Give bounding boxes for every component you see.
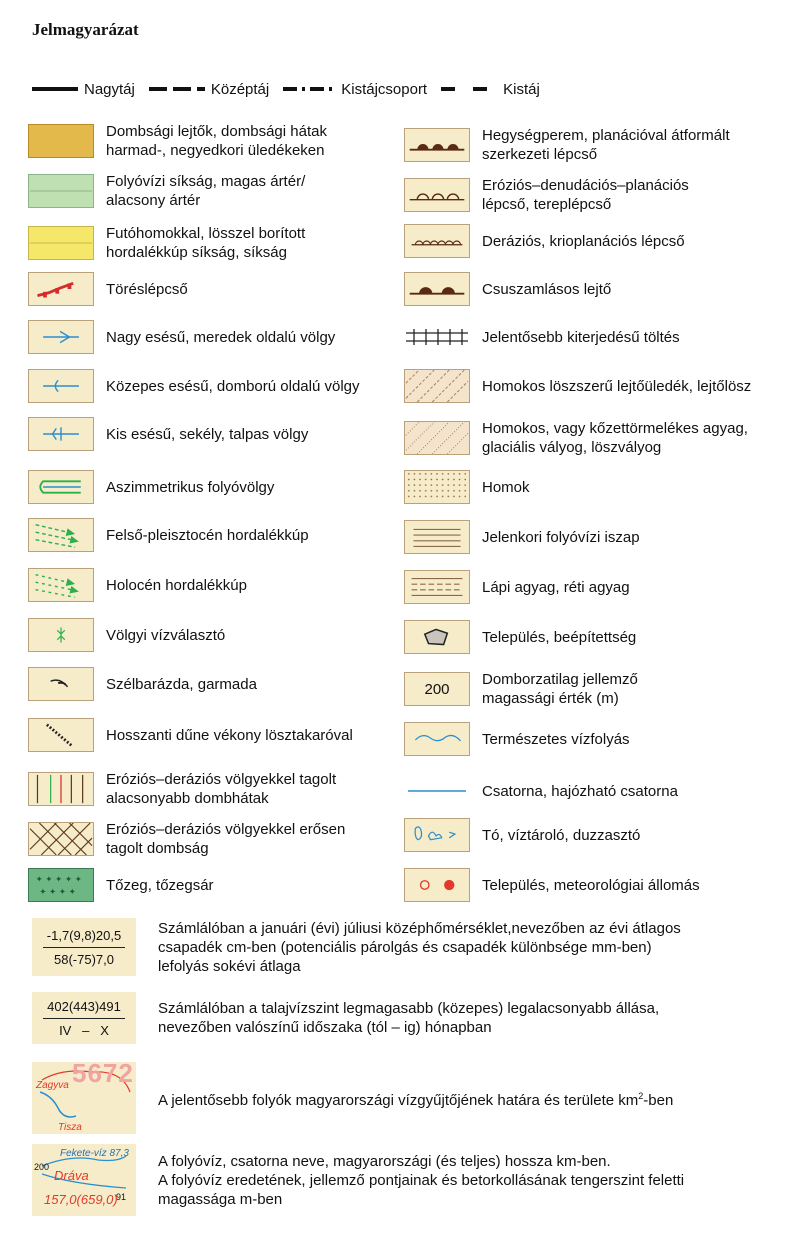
- catchment-sample: [32, 1058, 136, 1134]
- lake-icon: [404, 818, 470, 852]
- legend-label: Hegységperem, planációval átformált szerkezeti lépcső: [482, 127, 730, 163]
- steep-valley-icon: [28, 320, 94, 354]
- legend-item-lake: [404, 818, 640, 852]
- svg-text:✦ ✦ ✦ ✦: ✦ ✦ ✦ ✦: [39, 886, 76, 897]
- embankment-icon: [404, 320, 470, 354]
- legend-label: Folyóvízi síkság, magas ártér/ alacsony ártér: [106, 173, 306, 209]
- legend-label: Deráziós, krioplanációs lépcső: [482, 232, 685, 250]
- legend-label: Eróziós–denudációs–planációs lépcső, tereplépcső: [482, 177, 689, 213]
- legend-item-steep-valley: [28, 320, 335, 354]
- legend-label: Számlálóban a talajvízszint legmagasabb (közepes) legalacsonyabb állása, nevezőben valószínű időszaka (tól – ig) hónapban: [158, 1000, 660, 1036]
- legend-item-derasion-step: [404, 224, 685, 258]
- sand-icon: [404, 470, 470, 504]
- legend-label: Nagy esésű, meredek oldalú völgy: [106, 328, 336, 346]
- legend-item-asymmetric-valley: [28, 470, 274, 504]
- legend-item-embankment: [404, 320, 680, 354]
- legend-item-settlement-area: [404, 620, 636, 654]
- legend-label: Tőzeg, tőzegsár: [106, 876, 214, 894]
- stream-name-b: Dráva: [54, 1168, 89, 1183]
- legend-label: Homok: [482, 478, 530, 496]
- fraction-denominator: IV – X: [59, 1022, 109, 1038]
- legend-item-mountain-rim: [404, 126, 730, 164]
- legend-item-shallow-valley: [28, 417, 308, 451]
- point-value-b: 91: [116, 1192, 127, 1202]
- medium-valley-icon: [28, 369, 94, 403]
- legend-item-dune: [28, 718, 353, 752]
- groundwater-fraction-sample: [32, 992, 136, 1044]
- river-name-b: Tisza: [58, 1122, 82, 1133]
- erosion-step-icon: [404, 178, 470, 212]
- legend-item-river-silt: [404, 520, 640, 554]
- legend-label: Csuszamlásos lejtő: [482, 280, 612, 298]
- legend-label: Homokos löszszerű lejtőüledék, lejtőlösz: [482, 377, 752, 395]
- climate-fraction-sample: [32, 918, 136, 976]
- legend-label: Jelentősebb kiterjedésű töltés: [482, 328, 680, 346]
- solid-line-icon: [32, 86, 78, 92]
- derasion-step-icon: [404, 224, 470, 258]
- legend-label: Holocén hordalékkúp: [106, 576, 247, 594]
- holocene-fan-icon: [28, 568, 94, 602]
- legend-item-sandy-loess: [404, 369, 751, 403]
- legend-label: Tó, víztároló, duzzasztó: [482, 826, 641, 844]
- valley-divide-icon: [28, 618, 94, 652]
- green-fill-icon: [28, 174, 94, 208]
- asymmetric-valley-icon: [28, 470, 94, 504]
- mountain-rim-icon: [404, 128, 470, 162]
- sandy-clay-icon: [404, 421, 470, 455]
- legend-item-holocene-fan: [28, 568, 247, 602]
- catchment-area-value: 5672: [72, 1058, 134, 1088]
- legend-item-low-hills: [28, 770, 336, 808]
- wind-furrow-icon: [28, 667, 94, 701]
- river-name-a: Zagyva: [36, 1080, 69, 1091]
- river-length-sample: [32, 1144, 136, 1216]
- legend-item-bog-clay: [404, 570, 630, 604]
- boundary-kozeptaj: [149, 81, 269, 98]
- legend-item-landslide: [404, 272, 611, 306]
- legend-item-settlement-station: [404, 868, 700, 902]
- legend-label: Számlálóban a januári (évi) júliusi középhőmérséklet,nevezőben az évi átlagos csapadék cm-ben (potenciális párolgás és csapadék különbsége mm-ben) lefolyás sokévi átlaga: [158, 919, 681, 975]
- boundary-label: Kistájcsoport: [341, 80, 428, 98]
- legend-item-natural-stream: [404, 722, 630, 756]
- dashdot-line-icon: [283, 86, 335, 92]
- legend-label: Szélbarázda, garmada: [106, 675, 257, 693]
- legend-item-floodplain: [28, 172, 305, 210]
- legend-label: Csatorna, hajózható csatorna: [482, 782, 678, 800]
- settlement-area-icon: [404, 620, 470, 654]
- legend-item-sandy-clay: [404, 419, 748, 457]
- legend-item-canal: [404, 774, 678, 808]
- legend-label: Dombsági lejtők, dombsági hátak harmad-, negyedkori üledékeken: [106, 123, 327, 159]
- shortdash-line-icon: [441, 86, 497, 92]
- boundary-label: Nagytáj: [84, 80, 135, 98]
- boundary-label: Középtáj: [210, 80, 270, 98]
- legend-label: Település, meteorológiai állomás: [482, 876, 700, 894]
- peat-icon: [28, 868, 94, 902]
- legend-item-peat: [28, 868, 214, 902]
- landslide-slope-icon: [404, 272, 470, 306]
- legend-label: Kis esésű, sekély, talpas völgy: [106, 425, 309, 443]
- legend-label: Homokos, vagy kőzettörmelékes agyag, glaciális vályog, löszvályog: [482, 420, 748, 456]
- legend-label: Eróziós–deráziós völgyekkel erősen tagolt dombság: [106, 821, 346, 857]
- stream-length-value: 157,0(659,0): [44, 1192, 118, 1207]
- boundary-kistajcsoport: [283, 81, 427, 98]
- legend-item-wind-furrow: [28, 667, 257, 701]
- legend-item-valley-divide: [28, 618, 225, 652]
- legend-item-erosion-step: [404, 176, 689, 214]
- fraction-denominator: 58(-75)7,0: [54, 951, 114, 967]
- fraction-numerator: 402(443)491: [43, 997, 125, 1019]
- vertical-hatch-icon: [28, 772, 94, 806]
- boundary-label: Kistáj: [503, 80, 540, 98]
- legend-item-dissected-hills: [28, 820, 345, 858]
- legend-item-sand-plain: [28, 224, 305, 262]
- boundary-nagytaj: [32, 81, 135, 98]
- svg-text:✦ ✦ ✦ ✦ ✦: ✦ ✦ ✦ ✦ ✦: [35, 874, 82, 885]
- legend-label: A jelentősebb folyók magyarországi vízgyűjtőjének határa és területe $km^2$-ben: [158, 1090, 674, 1109]
- elevation-value: 200: [404, 672, 470, 706]
- sandy-loess-icon: [404, 369, 470, 403]
- legend-label: Közepes esésű, domború oldalú völgy: [106, 377, 360, 395]
- legend-item-fault-step: [28, 272, 188, 306]
- legend-label: Település, beépítettség: [482, 628, 637, 646]
- settlement-station-icon: [404, 868, 470, 902]
- stream-name-a: Fekete-víz 87,3: [60, 1148, 129, 1159]
- legend-item-pleistocene-fan: [28, 518, 309, 552]
- legend-label: Természetes vízfolyás: [482, 730, 630, 748]
- legend-label: Töréslépcső: [106, 280, 188, 298]
- canal-icon: [404, 774, 470, 808]
- legend-item-catchment: [32, 1058, 674, 1134]
- natural-stream-icon: [404, 722, 470, 756]
- fraction-numerator: -1,7(9,8)20,5: [43, 926, 125, 948]
- legend-label: Völgyi vízválasztó: [106, 626, 226, 644]
- legend-item-sand: [404, 470, 530, 504]
- legend-label: Lápi agyag, réti agyag: [482, 578, 630, 596]
- legend-item-river-length: [32, 1144, 684, 1216]
- fault-step-icon: [28, 272, 94, 306]
- legend-label: Aszimmetrikus folyóvölgy: [106, 478, 275, 496]
- river-silt-icon: [404, 520, 470, 554]
- legend-item-elevation: [404, 670, 638, 708]
- legend-label: Eróziós–deráziós völgyekkel tagolt alacsonyabb dombhátak: [106, 771, 337, 807]
- boundary-line-legend: [32, 78, 554, 100]
- legend-label: Felső-pleisztocén hordalékkúp: [106, 526, 309, 544]
- legend-title: Jelmagyarázat: [32, 20, 139, 39]
- dune-icon: [28, 718, 94, 752]
- legend-label: A folyóvíz, csatorna neve, magyarországi (és teljes) hossza km-ben. A folyóvíz eredetének, jellemző pontjainak és betorkollásának tengerszint feletti magassága m-ben: [158, 1152, 685, 1208]
- point-value-a: 200: [34, 1162, 50, 1172]
- bog-clay-icon: [404, 570, 470, 604]
- legend-label: Hosszanti dűne vékony lösztakaróval: [106, 726, 353, 744]
- shallow-valley-icon: [28, 417, 94, 451]
- legend-item-hills: [28, 122, 327, 160]
- dashed-line-icon: [149, 86, 205, 92]
- legend-item-climate-fraction: [32, 918, 681, 976]
- legend-item-medium-valley: [28, 369, 360, 403]
- legend-label: Jelenkori folyóvízi iszap: [482, 528, 640, 546]
- legend-item-groundwater-fraction: [32, 992, 659, 1044]
- ochre-fill-icon: [28, 124, 94, 158]
- boundary-kistaj: [441, 81, 540, 98]
- pleistocene-fan-icon: [28, 518, 94, 552]
- legend-label: Futóhomokkal, lösszel borított hordalékkúp síkság, síkság: [106, 225, 306, 261]
- cross-hatch-icon: [28, 822, 94, 856]
- legend-label: Domborzatilag jellemző magassági érték (m): [482, 671, 638, 707]
- yellow-fill-icon: [28, 226, 94, 260]
